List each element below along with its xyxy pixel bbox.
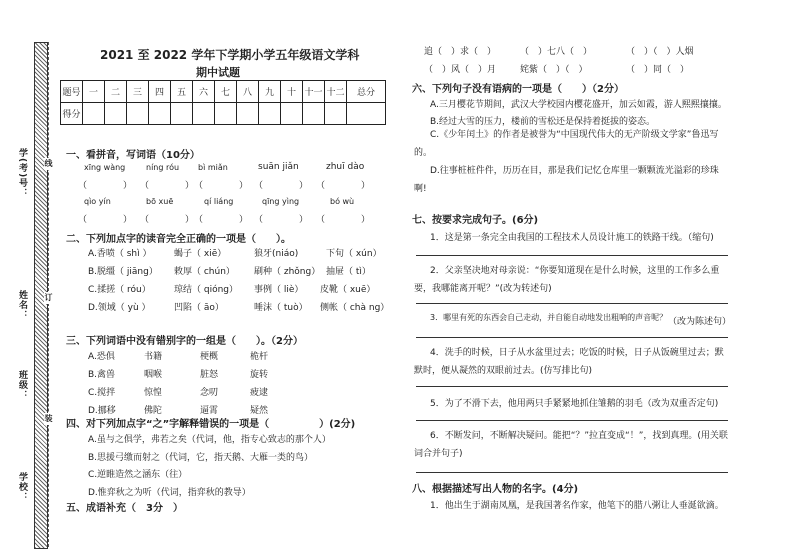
option-text: B.思援弓缴而射之（代词，它，指天鹅、大雁一类的鸟） bbox=[88, 453, 314, 463]
score-cell: 十二 bbox=[325, 81, 347, 103]
answer-line[interactable] bbox=[416, 420, 728, 421]
q3-heading: 三、下列词语中没有错别字的一组是（ ）。（2分） bbox=[66, 336, 303, 347]
idiom-blank[interactable]: （ ）七八（ ） bbox=[520, 47, 593, 57]
option-text: C.逆睢造然之涵东（往） bbox=[88, 470, 188, 480]
q2-heading: 二、下列加点字的读音完全正确的一项是（ ）。 bbox=[66, 234, 291, 245]
score-cell: 三 bbox=[127, 81, 149, 103]
binding-mark-zhuang: 装 bbox=[44, 414, 53, 423]
score-input-cell[interactable] bbox=[193, 103, 215, 125]
idiom-blank[interactable]: 追（ ）求（ ） bbox=[424, 47, 497, 57]
pinyin: qīng yìng bbox=[262, 197, 300, 206]
binding-mark-ding: 订 bbox=[44, 293, 53, 302]
q5-heading: 五、成语补充（ 3分 ） bbox=[66, 503, 183, 514]
score-cell: 十 bbox=[281, 81, 303, 103]
option-text: B.脱缰（ jiāng） bbox=[88, 267, 158, 277]
score-input-cell[interactable] bbox=[259, 103, 281, 125]
score-cell: 十一 bbox=[303, 81, 325, 103]
option-text: 书籍 bbox=[144, 352, 163, 362]
score-cell: 六 bbox=[193, 81, 215, 103]
q7-item-3-instruction: （改为陈述句） bbox=[668, 317, 732, 327]
school-label: 学校： bbox=[17, 472, 27, 502]
option-text: C.搅拌 bbox=[88, 388, 116, 398]
answer-blank[interactable]: （ ） bbox=[140, 181, 195, 191]
q6-heading: 六、下列句子没有语病的一项是（ ）（2分） bbox=[412, 84, 624, 95]
option-text: 脏怒 bbox=[200, 370, 219, 380]
exam-title: 2021 至 2022 学年下学期小学五年级语文学科 bbox=[100, 48, 360, 62]
pinyin: qìo yín bbox=[84, 197, 111, 206]
q4-heading: 四、对下列加点字“之”字解释错误的一项是（ ）(2分) bbox=[66, 419, 356, 430]
pinyin: níng róu bbox=[146, 163, 180, 172]
answer-line[interactable] bbox=[416, 337, 728, 338]
answer-line[interactable] bbox=[416, 472, 728, 473]
option-text: D.领域（ yù ） bbox=[88, 303, 151, 313]
option-text: 刷种（ zhǒng） bbox=[254, 267, 321, 277]
score-cell: 四 bbox=[149, 81, 171, 103]
option-text: 琼结（ qióng） bbox=[174, 285, 238, 295]
option-text: 皮靴（ xuē） bbox=[320, 285, 376, 295]
option-text: 事例（ liè） bbox=[254, 285, 304, 295]
answer-blank[interactable]: （ ） bbox=[316, 215, 371, 225]
q7-item-4: 4．洗手的时候，日子从水盆里过去；吃饭的时候，日子从饭碗里过去；默默时，便从凝然的双眼前过去。(仿写排比句) bbox=[414, 348, 724, 376]
option-text: C.《少年闰土》的作者是被誉为“中国现代伟大的无产阶级文学家”鲁迅写的。 bbox=[414, 130, 719, 158]
answer-blank[interactable]: （ ） bbox=[316, 181, 371, 191]
q8-heading: 八、根据描述写出人物的名字。(4分) bbox=[412, 484, 579, 495]
q7-heading: 七、按要求完成句子。(6分) bbox=[412, 215, 539, 226]
answer-blank[interactable]: （ ） bbox=[140, 215, 195, 225]
score-cell: 总分 bbox=[347, 81, 386, 103]
score-input-cell[interactable] bbox=[127, 103, 149, 125]
score-cell: 五 bbox=[171, 81, 193, 103]
score-input-cell[interactable] bbox=[281, 103, 303, 125]
idiom-blank[interactable]: （ ）同（ ） bbox=[626, 65, 690, 75]
option-text: A.三月樱花节期间，武汉大学校园内樱花盛开，加云如霞，游人熙熙攘攘。 bbox=[430, 100, 727, 110]
option-text: 梗概 bbox=[200, 352, 219, 362]
option-text: 狼牙(niáo) bbox=[254, 249, 299, 259]
q7-item-6: 6．不断发问，不断解决疑问。能把“？”拉直变成“！”，找到真理。(用关联词合并句子) bbox=[414, 431, 728, 459]
option-text: 侧帐（ chà ng） bbox=[320, 303, 390, 313]
q7-item-3: 3．哪里有死的东西会自己走动，并自能自动地发出粗响的声音呢？ bbox=[430, 313, 668, 322]
answer-line[interactable] bbox=[416, 303, 728, 304]
answer-blank[interactable]: （ ） bbox=[78, 181, 133, 191]
score-cell: 八 bbox=[237, 81, 259, 103]
score-input-cell[interactable] bbox=[149, 103, 171, 125]
option-text: 桅杆 bbox=[250, 352, 269, 362]
answer-line[interactable] bbox=[416, 386, 728, 387]
option-text: 疑然 bbox=[250, 406, 269, 416]
q8-item-1: 1．他出生于湖南凤凰，是我国著名作家，他笔下的腊八粥让人垂涎欲滴。 bbox=[430, 501, 724, 511]
option-text: A.恐俱 bbox=[88, 352, 115, 362]
option-text: 旋转 bbox=[250, 370, 269, 380]
pinyin: bó wù bbox=[330, 197, 355, 206]
pinyin: bì miǎn bbox=[198, 163, 228, 172]
score-cell: 二 bbox=[105, 81, 127, 103]
q1-heading: 一、看拼音，写词语（10分） bbox=[66, 150, 200, 161]
option-text: D.往事桩桩件件，历历在目，那是我们记忆仓库里一颗颗流光溢彩的珍珠啊! bbox=[414, 166, 719, 194]
score-table-score-row bbox=[61, 103, 386, 125]
option-text: 唾沫（ tuò） bbox=[254, 303, 308, 313]
option-text: 咽喉 bbox=[144, 370, 163, 380]
option-text: 敕厚（ chún） bbox=[174, 267, 235, 277]
option-text: 疲逮 bbox=[250, 388, 269, 398]
score-input-cell[interactable] bbox=[347, 103, 386, 125]
pinyin: zhuī dào bbox=[326, 162, 365, 172]
name-label: 姓名： bbox=[17, 290, 27, 320]
option-text: 下旬（ xún） bbox=[326, 249, 382, 259]
score-cell: 九 bbox=[259, 81, 281, 103]
option-text: 佛陀 bbox=[144, 406, 163, 416]
option-text: 抽屉（ tì） bbox=[326, 267, 371, 277]
idiom-blank[interactable]: （ ）风（ ）月 bbox=[424, 65, 497, 75]
score-row-label: 得分 bbox=[61, 103, 83, 125]
answer-line[interactable] bbox=[416, 255, 728, 256]
option-text: A.虽与之俱学，弗若之矣（代词，他，指专心致志的那个人） bbox=[88, 435, 331, 445]
q7-item-2: 2．父亲坚决地对母亲说：“你要知道现在是什么时候，这里的工作多么重要，我哪能离开呢？”(改为转述句) bbox=[414, 266, 720, 294]
answer-blank[interactable]: （ ） bbox=[78, 215, 133, 225]
option-text: 惊惶 bbox=[144, 388, 163, 398]
score-input-cell[interactable] bbox=[325, 103, 347, 125]
pinyin: bō xuē bbox=[146, 197, 174, 206]
score-table-header-row bbox=[61, 81, 386, 103]
score-cell: 七 bbox=[215, 81, 237, 103]
answer-blank[interactable]: （ ） bbox=[194, 181, 249, 191]
option-text: 念叨 bbox=[200, 388, 219, 398]
idiom-blank[interactable]: 姹紫（ ）（ ） bbox=[520, 65, 588, 75]
option-text: D.挪移 bbox=[88, 406, 116, 416]
binding-mark-xian: 线 bbox=[44, 159, 53, 168]
option-text: A.香喷（ shì ） bbox=[88, 249, 152, 259]
pinyin: xīng wàng bbox=[84, 163, 126, 172]
score-input-cell[interactable] bbox=[303, 103, 325, 125]
option-text: D.惟弈秋之为听（代词，指弈秋的教导） bbox=[88, 488, 251, 498]
answer-blank[interactable]: （ ） bbox=[254, 181, 309, 191]
score-input-cell[interactable] bbox=[83, 103, 105, 125]
score-input-cell[interactable] bbox=[237, 103, 259, 125]
score-cell: 一 bbox=[83, 81, 105, 103]
option-text: 凹陷（ āo） bbox=[174, 303, 224, 313]
pinyin: qí liáng bbox=[204, 197, 234, 206]
option-text: B.禽兽 bbox=[88, 370, 116, 380]
q7-item-1: 1．这是第一条完全由我国的工程技术人员设计施工的铁路干线。（缩句) bbox=[430, 233, 714, 243]
option-text: 逼霄 bbox=[200, 406, 219, 416]
score-input-cell[interactable] bbox=[171, 103, 193, 125]
option-text: C.揉搓（ róu） bbox=[88, 285, 151, 295]
score-table bbox=[60, 80, 386, 125]
score-input-cell[interactable] bbox=[105, 103, 127, 125]
option-text: B.经过大雪的压力，楼前的雪松还是保持着挺拔的姿态。 bbox=[430, 117, 656, 127]
score-cell: 题号 bbox=[61, 81, 83, 103]
q7-item-5: 5．为了不滑下去，他用两只手紧紧地抓住雏鹅的羽毛（改为双重否定句) bbox=[430, 399, 719, 409]
pinyin: suān jiǎn bbox=[258, 162, 299, 172]
exam-subtitle: 期中试题 bbox=[196, 66, 240, 79]
answer-blank[interactable]: （ ） bbox=[194, 215, 249, 225]
option-text: 蝎子（ xiē） bbox=[174, 249, 227, 259]
idiom-blank[interactable]: （ ）（ ）人烟 bbox=[626, 47, 694, 57]
score-input-cell[interactable] bbox=[215, 103, 237, 125]
answer-blank[interactable]: （ ） bbox=[254, 215, 309, 225]
class-label: 班级： bbox=[17, 370, 27, 400]
exam-number-label: 学(考)号： bbox=[17, 148, 27, 199]
